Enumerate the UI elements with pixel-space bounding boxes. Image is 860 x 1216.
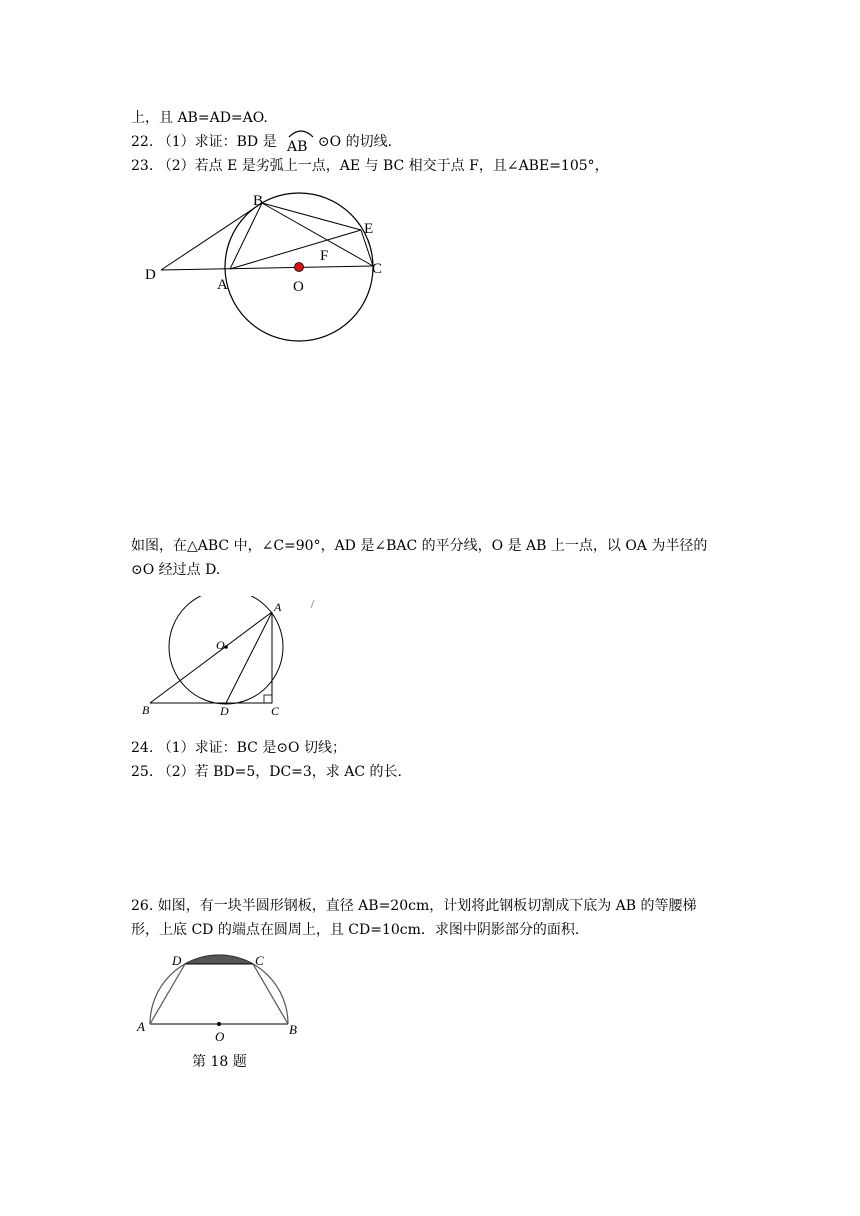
- segment-dc: [161, 266, 373, 270]
- q22-text: [131, 132, 393, 155]
- center-point-o: [217, 1022, 221, 1026]
- label-d: D: [145, 267, 156, 283]
- q24-intro-line2: ⊙O 经过点 D.: [131, 562, 221, 578]
- circle-o: [169, 596, 283, 704]
- label-a: A: [217, 277, 228, 293]
- label-o: O: [293, 279, 304, 295]
- segment-db: [161, 203, 262, 270]
- center-point-o: [224, 645, 228, 649]
- q24-text: 24. （1）求证：BC 是⊙O 切线；: [131, 740, 346, 756]
- arc-ab-label: [287, 132, 308, 155]
- label-b: B: [253, 193, 264, 209]
- label-b: B: [142, 703, 150, 717]
- arc-text: AB: [287, 139, 308, 155]
- segment-bc: [253, 964, 288, 1024]
- label-c: C: [372, 261, 383, 277]
- label-a: A: [137, 1019, 145, 1034]
- q26-line1: 26. 如图，有一块半圆形钢板，直径 AB=20cm，计划将此钢板切割成下底为 AB 的等腰梯: [131, 898, 697, 914]
- label-o: O: [216, 638, 225, 652]
- segment-ba: [150, 612, 272, 703]
- label-d: D: [172, 953, 182, 968]
- q22-part: （1）求证：BD 是: [157, 134, 277, 150]
- center-point-o: [295, 263, 304, 272]
- label-c: C: [271, 704, 280, 718]
- label-f: F: [320, 248, 329, 264]
- figure-right-triangle-circle: [136, 596, 336, 722]
- q23-text: 23. （2）若点 E 是劣弧上一点，AE 与 BC 相交于点 F，且∠ABE=105°，: [131, 158, 609, 174]
- figure-semicircle-trapezoid: [134, 950, 314, 1046]
- segment-bc: [262, 203, 373, 266]
- segment-ab: [230, 203, 262, 269]
- segment-ad: [226, 612, 272, 703]
- label-b: B: [289, 1022, 297, 1037]
- label-o: O: [215, 1029, 225, 1044]
- label-c: C: [255, 953, 264, 968]
- shaded-segment: [185, 955, 253, 964]
- q25-text: 25. （2）若 BD=5，DC=3，求 AC 的长.: [131, 764, 402, 780]
- q22-number: 22.: [131, 134, 154, 150]
- right-angle-mark: [264, 695, 272, 703]
- q22-tail: ⊙O 的切线.: [317, 134, 393, 150]
- segment-be: [262, 203, 361, 230]
- segment-ad: [150, 964, 185, 1024]
- label-d: D: [220, 704, 229, 718]
- figure-caption: 第 18 题: [192, 1054, 247, 1070]
- q21-tail-text: 上，且 AB=AD=AO.: [131, 110, 268, 126]
- segment-ae: [230, 230, 361, 269]
- label-a: A: [274, 600, 282, 614]
- label-e: E: [364, 221, 374, 237]
- q24-intro-line1: 如图，在△ABC 中，∠C=90°，AD 是∠BAC 的平分线，O 是 AB 上一点，以 OA 为半径的: [131, 538, 708, 554]
- figure-circle-bdce: [140, 186, 400, 346]
- q26-line2: 形，上底 CD 的端点在圆周上，且 CD=10cm．求图中阴影部分的面积.: [131, 922, 580, 938]
